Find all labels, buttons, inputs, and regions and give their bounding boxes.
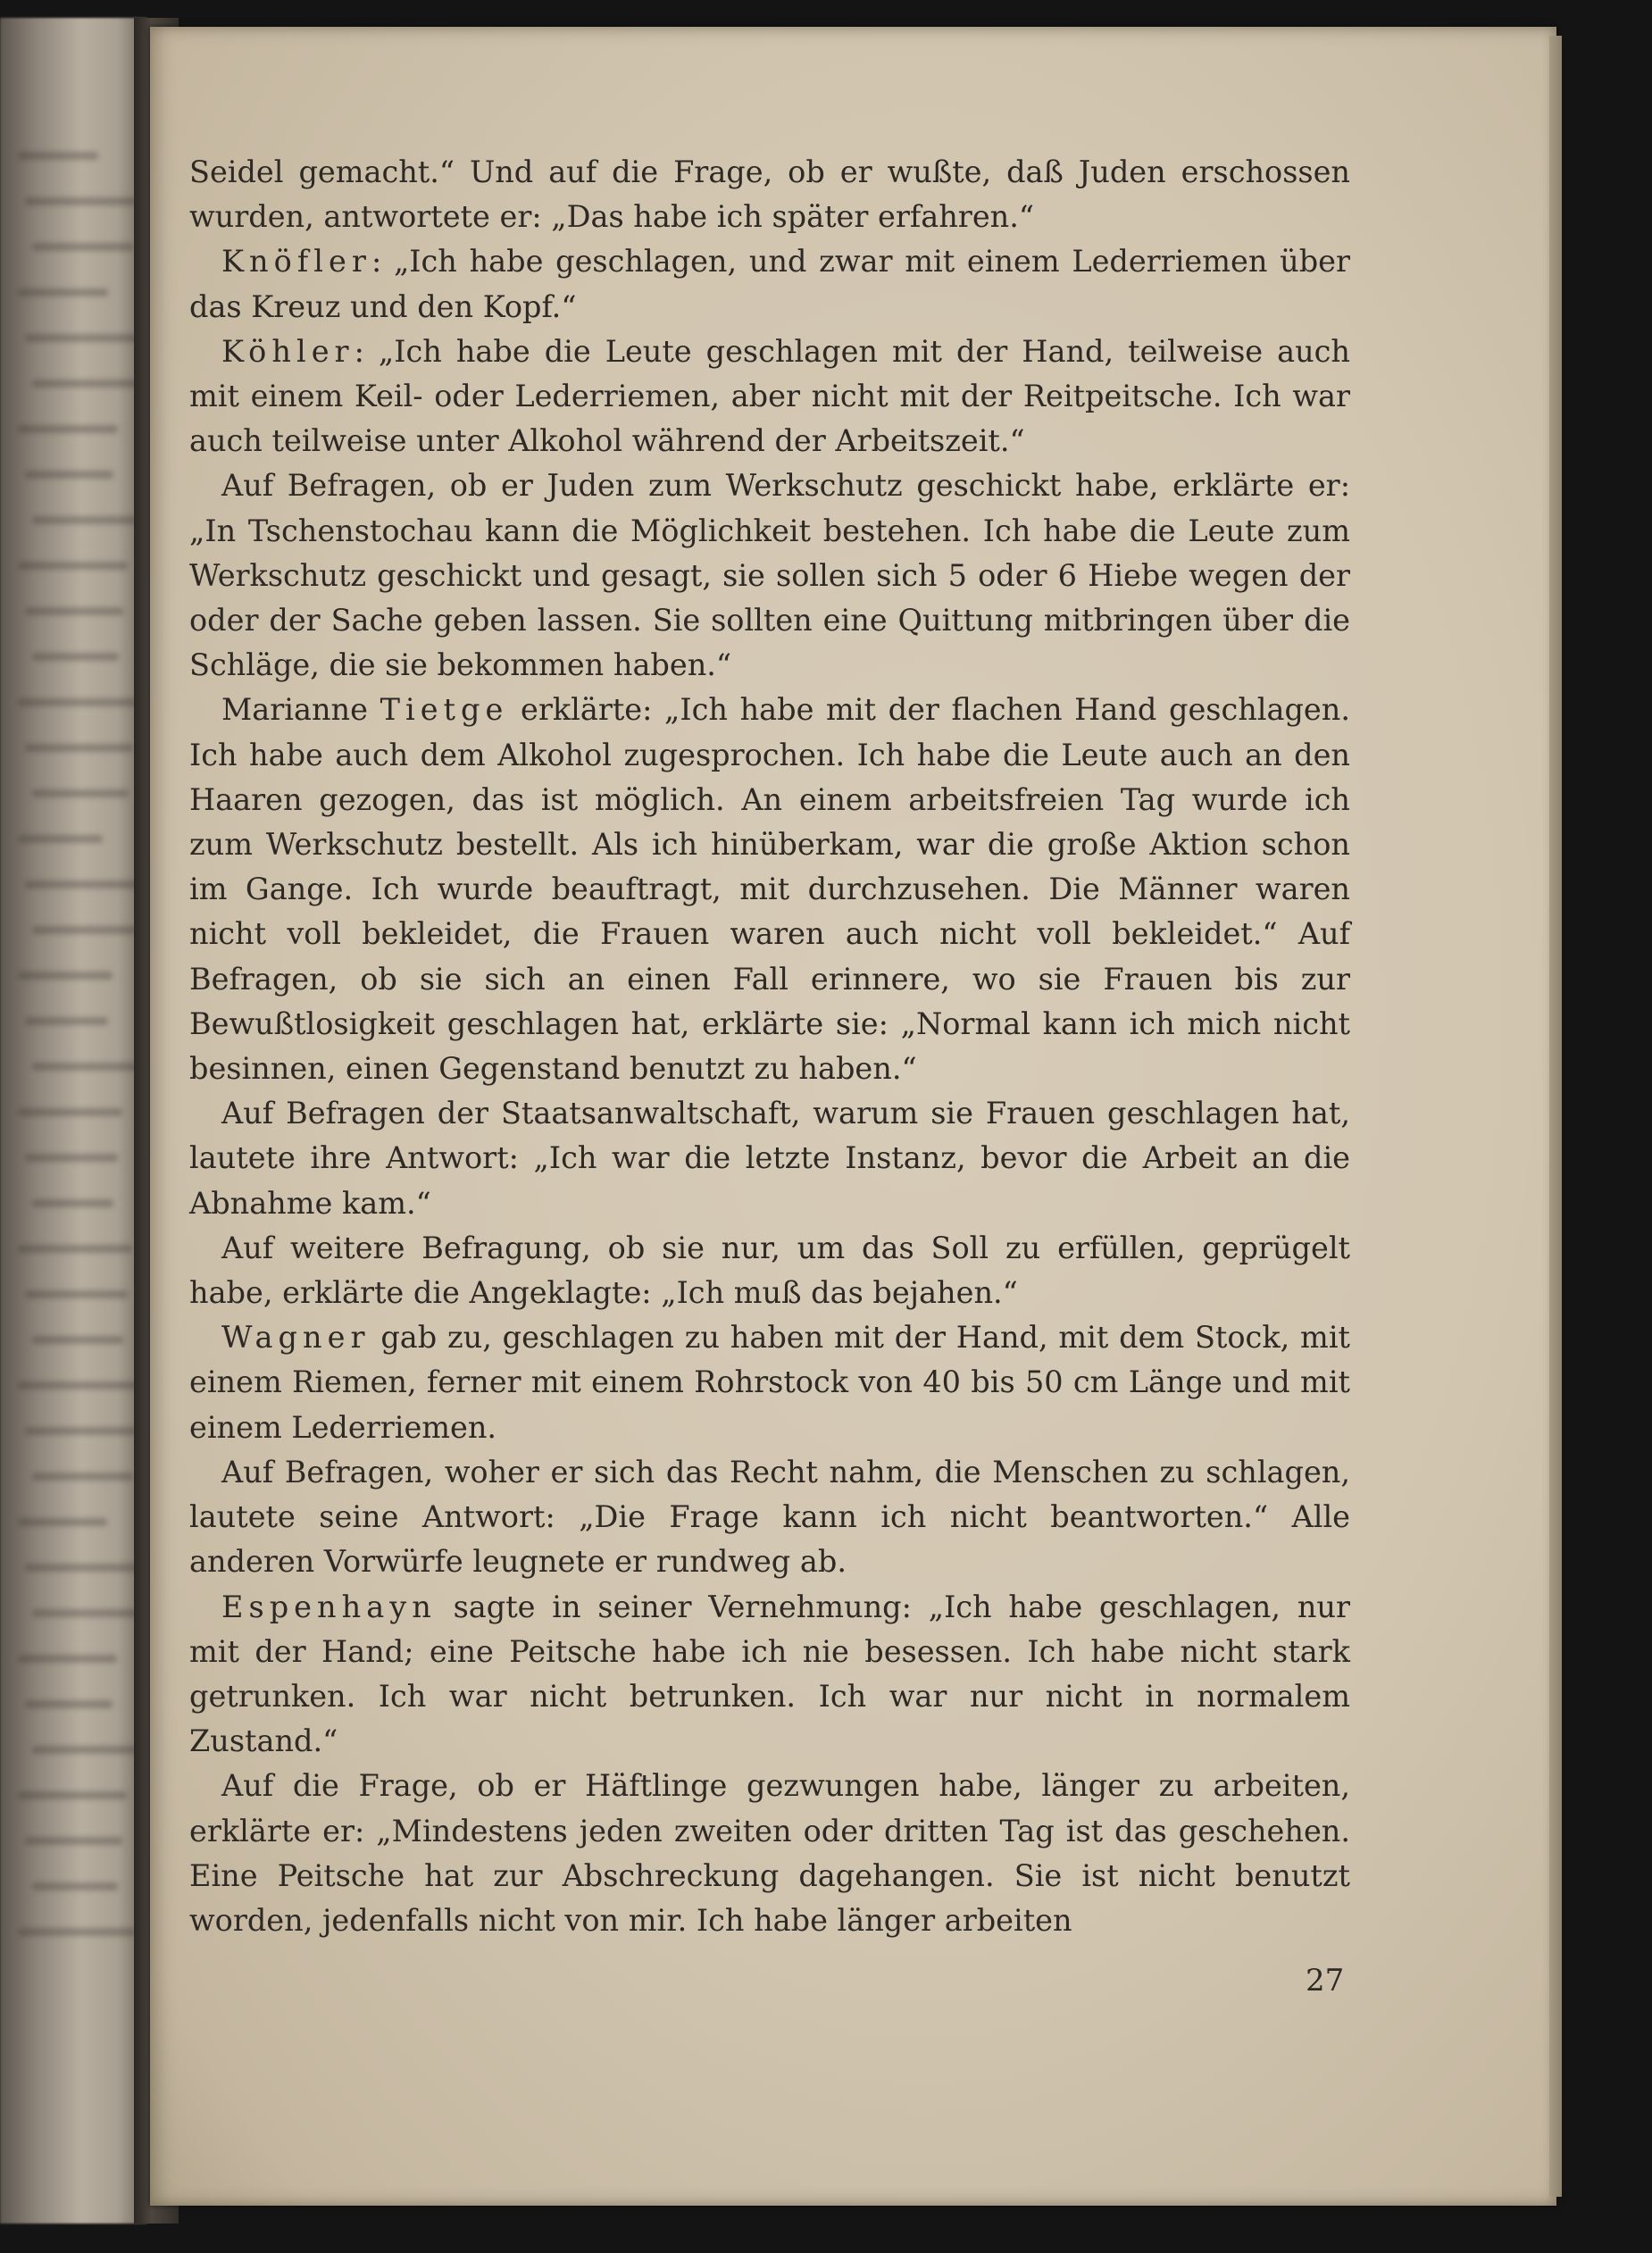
facing-page-ghost-line xyxy=(32,1473,133,1481)
paragraph xyxy=(189,463,1350,688)
facing-page-ghost-line xyxy=(25,1154,118,1162)
paragraph xyxy=(189,1226,1350,1315)
facing-page-ghost-line xyxy=(25,880,143,889)
facing-page-ghost-line xyxy=(25,471,113,479)
facing-page-ghost-line xyxy=(18,1108,122,1116)
facing-page-ghost-line xyxy=(18,698,138,706)
speaker-name: Wagner xyxy=(221,1320,371,1356)
facing-page-ghost-line xyxy=(18,1791,127,1799)
facing-page-ghost-line xyxy=(18,972,113,980)
paragraph-text: Auf Befragen der Staatsanwaltschaft, warum sie Frauen geschlagen hat, lautete ihre Antwort: „Ich war die letzte Instanz, bevor die Arbeit an die Abnahme kam.“ xyxy=(189,1096,1350,1221)
facing-page-ghost-line xyxy=(25,1564,147,1572)
facing-page-ghost-line xyxy=(18,1655,117,1663)
facing-page-ghost-line xyxy=(32,243,134,251)
speaker-name: Knöfler xyxy=(221,244,371,280)
facing-page-ghost-line xyxy=(18,1245,132,1253)
facing-page-ghost-line xyxy=(32,789,129,797)
facing-page-ghost-line xyxy=(32,926,138,934)
facing-page-ghost-line xyxy=(32,1199,113,1207)
facing-page-ghost-line xyxy=(18,562,128,570)
paragraph-text: gab zu, geschlagen zu haben mit der Hand, mit dem Stock, mit einem Riemen, ferner mit einem Rohrstock von 40 bis 50 cm Länge und mit einem Lederriemen. xyxy=(189,1320,1350,1445)
paragraph xyxy=(189,1764,1350,1943)
facing-page-ghost-line xyxy=(32,1882,118,1890)
facing-page-ghost-line xyxy=(32,380,144,388)
paragraph xyxy=(189,239,1350,329)
page-body-text xyxy=(189,150,1350,1943)
speaker-name: Köhler xyxy=(221,333,355,369)
facing-page-ghost-line xyxy=(25,607,123,615)
speaker-name: Tietge xyxy=(380,692,509,728)
paragraph-text: Auf die Frage, ob er Häftlinge gezwungen habe, länger zu arbeiten, erklärte er: „Mindestens jeden zweiten oder dritten Tag ist das geschehen. Eine Peitsche hat zur Abschreckung dagehangen. Sie ist nicht benutzt worden, jedenfalls nicht von mir. Ich habe länger arbeiten xyxy=(189,1768,1350,1938)
facing-page-ghost-line xyxy=(18,152,98,160)
facing-page-ghost-line xyxy=(32,1609,143,1617)
facing-page-ghost-line xyxy=(32,1063,148,1071)
paragraph-text: Seidel gemacht.“ Und auf die Frage, ob er wußte, daß Juden erschossen wurden, antwortete er: „Das habe ich später erfahren.“ xyxy=(189,154,1350,235)
paragraph-text: erklärte: „Ich habe mit der flachen Hand geschlagen. Ich habe auch dem Alkohol zugesprochen. Ich habe die Leute auch an den Haaren gezogen, das ist möglich. An einem arbeitsfreien Tag wurde ich zum Werkschutz bestellt. Als ich hinüberkam, war die große Aktion schon im Gange. Ich wurde beauftragt, mit durchzusehen. Die Männer waren nicht voll bekleidet, die Frauen waren auch nicht voll bekleidet.“ Auf Befragen, ob sie sich an einen Fall erinnere, wo sie Frauen bis zur Bewußtlosigkeit geschlagen hat, erklärte sie: „Normal kann ich mich nicht besinnen, einen Gegenstand benutzt zu haben.“ xyxy=(189,692,1350,1087)
facing-page-ghost-line xyxy=(18,1518,107,1526)
paragraph-text: Marianne xyxy=(221,692,380,728)
paragraph xyxy=(189,150,1350,239)
paragraph xyxy=(189,688,1350,1091)
page-edge xyxy=(1549,36,1562,2197)
paragraph xyxy=(189,1091,1350,1226)
facing-page-ghost-line xyxy=(18,425,118,433)
paragraph xyxy=(189,1585,1350,1765)
paragraph-text: : „Ich habe die Leute geschlagen mit der Hand, teilweise auch mit einem Keil- oder Lederriemen, aber nicht mit der Reitpeitsche. Ich war auch teilweise unter Alkohol während der Arbeitszeit.“ xyxy=(189,333,1350,459)
paragraph-text: Auf weitere Befragung, ob sie nur, um das Soll zu erfüllen, geprügelt habe, erklärte die Angeklagte: „Ich muß das bejahen.“ xyxy=(189,1230,1350,1311)
paragraph xyxy=(189,1315,1350,1450)
paragraph-text: Auf Befragen, woher er sich das Recht nahm, die Menschen zu schlagen, lautete seine Antwort: „Die Frage kann ich nicht beantworten.“ Alle anderen Vorwürfe leugnete er rundweg ab. xyxy=(189,1454,1350,1580)
facing-page-ghost-line xyxy=(25,1837,122,1845)
facing-page-ghost-line xyxy=(25,1017,108,1025)
facing-page-ghost-line xyxy=(25,1290,128,1298)
facing-page-ghost-line xyxy=(25,334,148,342)
facing-page-ghost-line xyxy=(25,197,138,205)
facing-page-ghost-line xyxy=(18,1928,137,1936)
facing-page-edge xyxy=(0,18,147,2224)
speaker-name: Espenhayn xyxy=(221,1589,437,1624)
paragraph xyxy=(189,1450,1350,1585)
paragraph xyxy=(189,330,1350,464)
page-number: 27 xyxy=(1306,1963,1345,1998)
facing-page-ghost-line xyxy=(25,744,133,752)
facing-page-ghost-line xyxy=(18,1381,142,1389)
paragraph-text: : „Ich habe geschlagen, und zwar mit einem Lederriemen über das Kreuz und den Kopf.“ xyxy=(189,244,1350,324)
facing-page-ghost-line xyxy=(32,653,119,661)
facing-page-ghost-line xyxy=(32,1336,123,1344)
facing-page-ghost-line xyxy=(18,835,103,843)
facing-page-ghost-line xyxy=(25,1700,113,1708)
paragraph-text: sagte in seiner Vernehmung: „Ich habe geschlagen, nur mit der Hand; eine Peitsche habe ich nie besessen. Ich habe nicht stark getrunken. Ich war nicht betrunken. Ich war nur nicht in normalem Zustand.“ xyxy=(189,1589,1350,1759)
facing-page-ghost-line xyxy=(18,288,108,296)
paragraph-text: Auf Befragen, ob er Juden zum Werkschutz geschickt habe, erklärte er: „In Tschenstochau kann die Möglichkeit bestehen. Ich habe die Leute zum Werkschutz geschickt und gesagt, sie sollen sich 5 oder 6 Hiebe wegen der oder der Sache geben lassen. Sie sollten eine Quittung mitbringen über die Schläge, die sie bekommen haben.“ xyxy=(189,468,1350,683)
facing-page-ghost-line xyxy=(25,1427,138,1435)
